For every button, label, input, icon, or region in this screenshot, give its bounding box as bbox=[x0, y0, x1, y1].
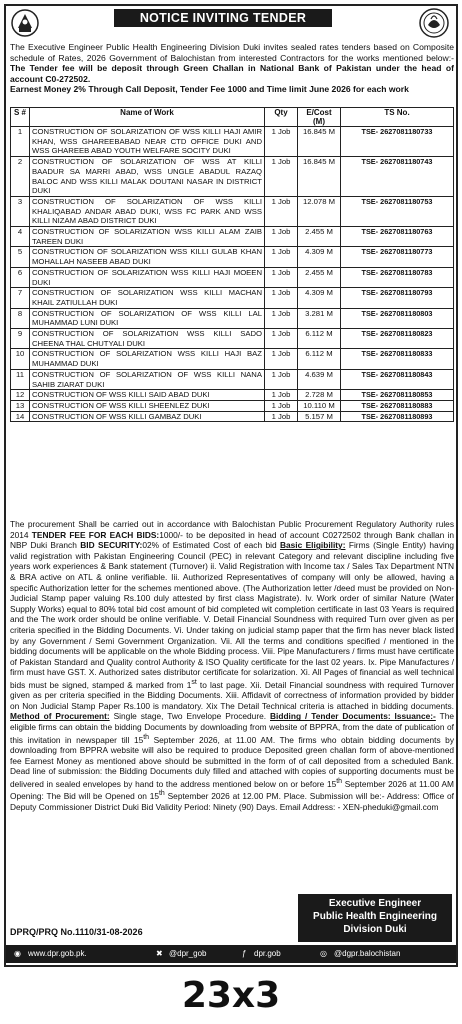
table-header-row bbox=[11, 108, 454, 127]
facebook-handle[interactable]: dpr.gob bbox=[254, 949, 281, 958]
row-serial: 10 bbox=[11, 349, 30, 369]
table-row bbox=[11, 247, 454, 267]
superscript-th-2: th bbox=[336, 777, 343, 785]
table-row bbox=[11, 400, 454, 411]
eligibility-label: Basic Eligibility: bbox=[279, 540, 346, 551]
row-serial: 3 bbox=[11, 196, 30, 226]
row-qty: 1 Job bbox=[265, 288, 298, 308]
row-ts-number: TSE- 2627081180733 bbox=[341, 127, 454, 157]
row-estimated-cost: 4.309 M bbox=[298, 247, 341, 267]
row-ts-number: TSE- 2627081180833 bbox=[341, 349, 454, 369]
table-row bbox=[11, 308, 454, 328]
bid-security-label: BID SECURITY: bbox=[80, 540, 143, 551]
row-qty: 1 Job bbox=[265, 329, 298, 349]
row-work-name: CONSTRUCTION OF SOLARIZATION OF WSS KILLI NANA SAHIB ZIARAT DUKI bbox=[30, 369, 265, 389]
row-estimated-cost: 6.112 M bbox=[298, 329, 341, 349]
bidding-documents-text-3: September 2026 at 11.00 AM Opening: The Bid will be Opened on 15 bbox=[10, 778, 454, 801]
website-link[interactable]: www.dpr.gob.pk. bbox=[28, 949, 87, 958]
row-ts-number: TSE- 2627081180843 bbox=[341, 369, 454, 389]
row-serial: 11 bbox=[11, 369, 30, 389]
row-qty: 1 Job bbox=[265, 196, 298, 226]
row-ts-number: TSE- 2627081180823 bbox=[341, 329, 454, 349]
row-work-name: CONSTRUCTION OF SOLARIZATION OF WSS KILLI KHALIQABAD ANDAR ABAD DUKI, WSS FC PARK AND WSS KILLI NIZAM ABAD DISTRICT DUKI bbox=[30, 196, 265, 226]
row-estimated-cost: 16.845 M bbox=[298, 127, 341, 157]
row-estimated-cost: 2.728 M bbox=[298, 390, 341, 401]
intro-fee-note: The Tender fee will be deposit through Green Challan in National Bank of Pakistan under the head of account C0-272502. bbox=[10, 63, 454, 84]
signatory-department: Public Health Engineering bbox=[313, 911, 437, 922]
notice-panel bbox=[4, 4, 458, 967]
row-serial: 13 bbox=[11, 400, 30, 411]
row-qty: 1 Job bbox=[265, 369, 298, 389]
table-row bbox=[11, 329, 454, 349]
row-ts-number: TSE- 2627081180893 bbox=[341, 411, 454, 422]
row-estimated-cost: 2.455 M bbox=[298, 267, 341, 287]
row-serial: 5 bbox=[11, 247, 30, 267]
table-row bbox=[11, 390, 454, 401]
table-row bbox=[11, 157, 454, 197]
table-row bbox=[11, 349, 454, 369]
superscript-th-1: th bbox=[143, 733, 150, 741]
signatory-title: Executive Engineer bbox=[328, 898, 422, 909]
website-icon: ◉ bbox=[14, 949, 21, 958]
signatory-division: Division Duki bbox=[343, 924, 407, 935]
intro-paragraph bbox=[10, 42, 454, 95]
eligibility-text-2: to last page. Xii. Detail Financial soundness with required Turnover given as per criteria specified in the Bidding Documents. Xiii. Affidavit of correctness of information provided by bidder on Non Judicial Stamp Paper Rs.100 is mandatory. Xix The Detail Technical criteria is attached in bidding documents. bbox=[10, 679, 454, 711]
row-estimated-cost: 2.455 M bbox=[298, 227, 341, 247]
tender-fee-label: TENDER FEE FOR EACH BIDS: bbox=[31, 529, 160, 540]
row-estimated-cost: 5.157 M bbox=[298, 411, 341, 422]
row-estimated-cost: 4.309 M bbox=[298, 288, 341, 308]
row-ts-number: TSE- 2627081180783 bbox=[341, 267, 454, 287]
table-row bbox=[11, 267, 454, 287]
row-qty: 1 Job bbox=[265, 127, 298, 157]
row-work-name: CONSTRUCTION OF SOLARIZATION WSS KILLI MACHAN KHAIL ZATIULLAH DUKI bbox=[30, 288, 265, 308]
row-qty: 1 Job bbox=[265, 267, 298, 287]
row-ts-number: TSE- 2627081180753 bbox=[341, 196, 454, 226]
row-serial: 1 bbox=[11, 127, 30, 157]
row-ts-number: TSE- 2627081180803 bbox=[341, 308, 454, 328]
row-ts-number: TSE- 2627081180743 bbox=[341, 157, 454, 197]
row-estimated-cost: 10.110 M bbox=[298, 400, 341, 411]
row-qty: 1 Job bbox=[265, 390, 298, 401]
terms-text-1: The procurement Shall be carried out in accordance with Balochistan Public Procurement Regulatory Authority rules 2014 bbox=[10, 519, 454, 540]
col-ts-number: TS No. bbox=[341, 108, 454, 127]
row-serial: 4 bbox=[11, 227, 30, 247]
row-work-name: CONSTRUCTION OF SOLARIZATION WSS KILLI GULAB KHAN MOHALLAH NASEEB ABAD DUKI bbox=[30, 247, 265, 267]
table-row bbox=[11, 196, 454, 226]
earnest-money-note: Earnest Money 2% Through Call Deposit, Tender Fee 1000 and Time limit June 2026 for each work bbox=[10, 84, 409, 95]
row-work-name: CONSTRUCTION OF SOLARIZATION WSS KILLI HAJI BAZ MUHAMMAD DUKI bbox=[30, 349, 265, 369]
row-work-name: CONSTRUCTION OF SOLARIZATION OF WSS AT KILLI BAADUR SA MARRI ABAD, WSS UNGLE ABADUL RAZAQ BALOC AND WSS KILLI MALAK DOUTANI NASAR IN DISTRICT DUKI bbox=[30, 157, 265, 197]
eligibility-text: Firms (Single Entity) having valid registration with Pakistan Engineering Council (PEC) in relevant Category and relevant discipline including five years work experiences & Bank statement (Turnover) ii. Valid Registration with Income tax / Sales Tax Department NTN & BRA active on ATL & online verifiable. Iii. Authorized Representatives of company will only be allowed, having a specific Authorization letter for the schemes mentioned above. (The Authorization letter /deed must be provided on Non-Judicial Stamp paper valuing Rs.100 duly attested by first class Magistrate). Iv. Work order of similar Nature (Water Supply Works) equal to 80% total bid cost amount of bid completed wit completion certificate in last 03 Years is required and the The work order should be online verifiable. V. Detail Financial Soundness with required Turn over given as per criteria specified in the Bidding Documents. Vi. Under taking on judicial stamp paper that the firm has never black listed by any Government / Semi Government Organization. Vii. All the terms and conditions specified / mentioned in the bidding documents will be applicable on the whole Bidding process. Viii. Pipe Manufacturers / firms must have certificate of Pakistan Standard and Quality control Authority & ISO Quality certificate for the last 02 years. Ix. Pipe Manufactures / firm must have GST. X. Authorized sates distributor certificate for solarization. Xi. All Pages of financial as well technical bids must be signed, stamped & marked from 1 bbox=[10, 540, 454, 690]
row-work-name: CONSTRUCTION OF SOLARIZATION WSS KILLI HAJI MOEEN DUKI bbox=[30, 267, 265, 287]
row-estimated-cost: 3.281 M bbox=[298, 308, 341, 328]
procurement-method-text: Single stage, Two Envelope Procedure. bbox=[109, 711, 271, 722]
row-work-name: CONSTRUCTION OF SOLARIZATION WSS KILLI SADO CHEENA THAL CHUTYALI DUKI bbox=[30, 329, 265, 349]
notice-header bbox=[6, 6, 456, 40]
tender-works-table bbox=[10, 107, 454, 422]
table-row bbox=[11, 411, 454, 422]
superscript-th-3: th bbox=[159, 790, 165, 798]
terms-text-2: 1000/- to be deposited in head of account C0272502 through Bank challan in NBP Duki Branch bbox=[10, 529, 454, 551]
terms-paragraph bbox=[10, 519, 454, 812]
intro-text: The Executive Engineer Public Health Engineering Division Duki invites sealed rates tenders based on Composite schedule of Rates, 2026 Government of Balochistan from interested Contractors for the works mentioned below:- bbox=[10, 42, 454, 63]
phe-department-logo-icon bbox=[418, 7, 450, 39]
row-serial: 6 bbox=[11, 267, 30, 287]
row-serial: 14 bbox=[11, 411, 30, 422]
row-work-name: CONSTRUCTION OF SOLARIZATION OF WSS KILLI HAJI AMIR KHAN, WSS GHAREEBABAD NEAR CTD OFFICE DUKI AND WSS GHAREEB ABAD YOUTH WELFARE SOCITY DUKI bbox=[30, 127, 265, 157]
row-work-name: CONSTRUCTION OF WSS KILLI GAMBAZ DUKI bbox=[30, 411, 265, 422]
row-qty: 1 Job bbox=[265, 400, 298, 411]
col-name-of-work: Name of Work bbox=[30, 108, 265, 127]
row-qty: 1 Job bbox=[265, 411, 298, 422]
signature-block bbox=[298, 894, 452, 942]
row-estimated-cost: 16.845 M bbox=[298, 157, 341, 197]
table-row bbox=[11, 369, 454, 389]
row-serial: 9 bbox=[11, 329, 30, 349]
row-work-name: CONSTRUCTION OF SOLARIZATION WSS KILLI ALAM ZAIB TAREEN DUKI bbox=[30, 227, 265, 247]
col-estimated-cost: E/Cost (M) bbox=[298, 108, 341, 127]
table-row bbox=[11, 227, 454, 247]
row-ts-number: TSE- 2627081180773 bbox=[341, 247, 454, 267]
col-serial: S # bbox=[11, 108, 30, 127]
row-qty: 1 Job bbox=[265, 157, 298, 197]
row-serial: 7 bbox=[11, 288, 30, 308]
notice-title: NOTICE INVITING TENDER bbox=[114, 9, 332, 27]
row-qty: 1 Job bbox=[265, 247, 298, 267]
facebook-icon: ƒ bbox=[242, 949, 247, 958]
submission-details-text: September 2026 at 12.00 PM. Place. Submission will be:- Address: Office of Deputy Commissioner District Duki Bid Validity Period: Ninety (90) Days. Email Address: - XEN-pheduki@gmail.com bbox=[10, 790, 455, 812]
twitter-handle[interactable]: @dpr_gob bbox=[169, 949, 207, 958]
twitter-icon: ✖ bbox=[156, 949, 163, 958]
row-work-name: CONSTRUCTION OF WSS KILLI SHEENLEZ DUKI bbox=[30, 400, 265, 411]
row-ts-number: TSE- 2627081180883 bbox=[341, 400, 454, 411]
row-estimated-cost: 6.112 M bbox=[298, 349, 341, 369]
row-qty: 1 Job bbox=[265, 349, 298, 369]
instagram-handle[interactable]: @dgpr.balochistan bbox=[334, 949, 401, 958]
row-serial: 12 bbox=[11, 390, 30, 401]
row-ts-number: TSE- 2627081180763 bbox=[341, 227, 454, 247]
row-ts-number: TSE- 2627081180793 bbox=[341, 288, 454, 308]
social-footer-bar bbox=[6, 945, 456, 963]
row-ts-number: TSE- 2627081180853 bbox=[341, 390, 454, 401]
col-qty: Qty bbox=[265, 108, 298, 127]
row-estimated-cost: 12.078 M bbox=[298, 196, 341, 226]
ad-size-label: 23x3 bbox=[181, 975, 281, 1016]
bidding-documents-text-2: September 2026, at 11.00 AM. The firms who obtain bidding documents by downloading from BPPRA website will also be required to produce Deposited green challan form of above-mentioned fee Earnest Money as mentioned above should be submitted in the form of of call deposited from a scheduled Bank. Dead line of submission: the Bidding Documents duly filled and attached with copies of supporting documents must be delivered in sealed envelopes by hand to the address mentioned below on or before 15 bbox=[10, 734, 454, 789]
bidding-documents-text: The eligible firms can obtain the bidding Documents by downloading from website of BPPRA, from the date of publication of this invitation in newspaper till 15 bbox=[10, 711, 455, 745]
instagram-icon: ◎ bbox=[320, 949, 327, 958]
row-work-name: CONSTRUCTION OF WSS KILLI SAID ABAD DUKI bbox=[30, 390, 265, 401]
row-work-name: CONSTRUCTION OF SOLARIZATION OF WSS KILLI LAL MUHAMMAD LUNI DUKI bbox=[30, 308, 265, 328]
table-row bbox=[11, 288, 454, 308]
row-qty: 1 Job bbox=[265, 227, 298, 247]
row-estimated-cost: 4.639 M bbox=[298, 369, 341, 389]
row-serial: 2 bbox=[11, 157, 30, 197]
balochistan-emblem-icon bbox=[10, 8, 40, 38]
dpr-reference-number: DPRQ/PRQ No.1110/31-08-2026 bbox=[10, 927, 143, 937]
procurement-method-label: Method of Procurement: bbox=[10, 711, 110, 722]
superscript-st: st bbox=[191, 678, 197, 686]
row-serial: 8 bbox=[11, 308, 30, 328]
table-row bbox=[11, 127, 454, 157]
terms-text-3: 02% of Estimated Cost of each bid bbox=[142, 540, 280, 551]
row-qty: 1 Job bbox=[265, 308, 298, 328]
bidding-documents-label: Bidding / Tender Documents: Issuance:- bbox=[270, 711, 436, 722]
